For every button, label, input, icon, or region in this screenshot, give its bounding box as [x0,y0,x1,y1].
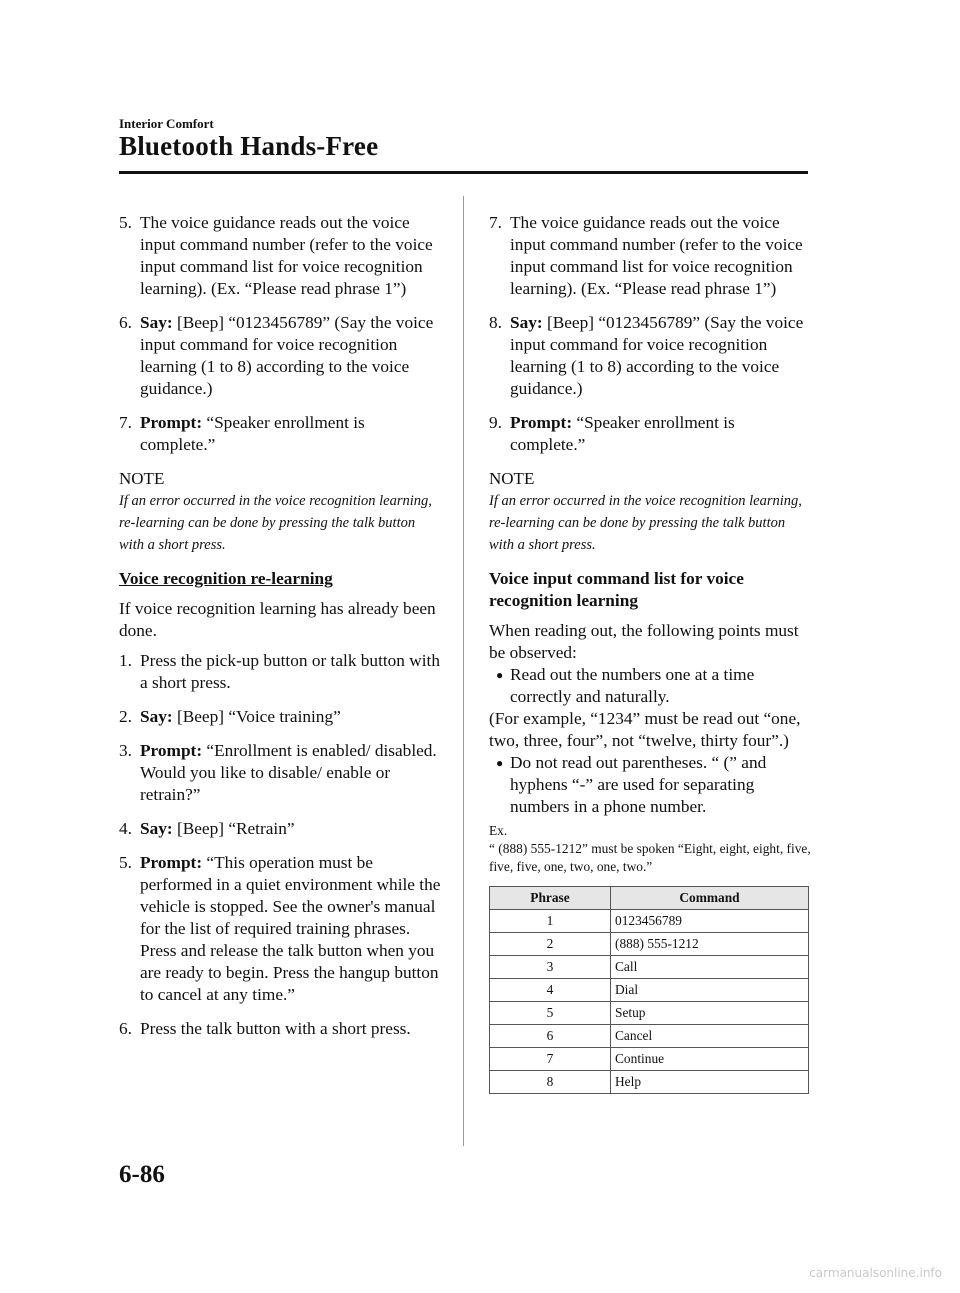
example-note [489,822,811,876]
step-item [489,412,811,456]
phrase-cell: 2 [490,933,611,956]
step-number: 8. [489,313,502,332]
step-item [119,312,441,400]
phrase-cell: 5 [490,1002,611,1025]
step-text: “Speaker enrollment is complete.” [140,413,365,454]
note-body: If an error occurred in the voice recognition learning, re-learning can be done by pressing the talk button with a short press. [119,493,432,553]
right-column [489,212,811,1094]
column-header: Command [611,887,809,910]
table-row [490,933,809,956]
step-text: [Beep] “Retrain” [172,819,295,838]
step-label: Prompt: [140,413,203,432]
intro-paragraph: When reading out, the following points must be observed: [489,621,799,662]
example-label: Ex. [489,823,508,838]
table-row [490,956,809,979]
table-header-row [490,887,809,910]
step-item [119,650,441,694]
step-number: 6. [119,313,132,332]
command-cell: (888) 555-1212 [611,933,809,956]
phrase-cell: 3 [490,956,611,979]
step-label: Say: [510,313,543,332]
command-cell: Dial [611,979,809,1002]
note-title: NOTE [119,469,165,488]
command-cell: Cancel [611,1025,809,1048]
step-item [119,818,441,840]
step-item [489,212,811,300]
step-number: 4. [119,819,132,838]
intro-paragraph: If voice recognition learning has already been done. [119,599,436,640]
command-cell: Continue [611,1048,809,1071]
example-text: “ (888) 555-1212” must be spoken “Eight, eight, eight, five, five, five, one, two, one, two.” [489,841,811,874]
table-row [490,1002,809,1025]
step-text: [Beep] “0123456789” (Say the voice input command for voice recognition learning (1 to 8) according to the voice guidance.) [140,313,434,398]
step-label: Prompt: [140,853,203,872]
command-table [489,886,809,1094]
section-heading: Voice input command list for voice recognition learning [489,569,744,610]
step-item [119,706,441,728]
step-number: 5. [119,213,132,232]
bullet-text: Do not read out parentheses. “ (” and hyphens “-” are used for separating numbers in a phone number. [510,753,767,816]
step-number: 1. [119,651,132,670]
bullet-item [489,752,811,818]
step-number: 3. [119,741,132,760]
page-number: 6-86 [119,1161,165,1188]
header-rule [119,171,808,174]
step-text: The voice guidance reads out the voice input command number (refer to the voice input command list for voice recognition learning). (Ex. “Please read phrase 1”) [510,213,803,298]
column-header: Phrase [490,887,611,910]
step-label: Say: [140,707,173,726]
command-cell: 0123456789 [611,910,809,933]
step-text: [Beep] “0123456789” (Say the voice input command for voice recognition learning (1 to 8) according to the voice guidance.) [510,313,804,398]
step-label: Prompt: [510,413,573,432]
step-text: The voice guidance reads out the voice input command number (refer to the voice input command list for voice recognition learning). (Ex. “Please read phrase 1”) [140,213,433,298]
command-cell: Help [611,1071,809,1094]
step-item [489,312,811,400]
command-cell: Setup [611,1002,809,1025]
watermark: carmanualsonline.info [809,1266,942,1280]
step-number: 5. [119,853,132,872]
table-row [490,910,809,933]
page-title: Bluetooth Hands-Free [119,131,379,161]
step-item [119,212,441,300]
step-text: Press the talk button with a short press. [140,1019,411,1038]
step-number: 9. [489,413,502,432]
section-heading: Voice recognition re-learning [119,569,333,588]
step-text: “Speaker enrollment is complete.” [510,413,735,454]
note-title: NOTE [489,469,535,488]
table-row [490,979,809,1002]
step-label: Say: [140,819,173,838]
bullet-text: Read out the numbers one at a time correctly and naturally. [510,665,755,706]
step-number: 6. [119,1019,132,1038]
column-divider [463,196,464,1146]
section-label: Interior Comfort [119,116,214,131]
step-text: Press the pick-up button or talk button with a short press. [140,651,440,692]
left-column [119,212,441,1052]
step-text: “This operation must be performed in a quiet environment while the vehicle is stopped. See the owner's manual for the list of required training phrases. Press and release the talk button when you are ready to begin. Press the hangup button to cancel at any time.” [140,853,441,1004]
step-number: 7. [119,413,132,432]
bullet-icon: ● [496,756,504,770]
phrase-cell: 1 [490,910,611,933]
note-body: If an error occurred in the voice recognition learning, re-learning can be done by pressing the talk button with a short press. [489,493,802,553]
step-label: Say: [140,313,173,332]
table-row [490,1071,809,1094]
step-item [119,852,441,1006]
phrase-cell: 6 [490,1025,611,1048]
command-cell: Call [611,956,809,979]
step-text: [Beep] “Voice training” [172,707,341,726]
phrase-cell: 7 [490,1048,611,1071]
step-item [119,1018,441,1040]
step-number: 2. [119,707,132,726]
step-text: “Enrollment is enabled/ disabled. Would you like to disable/ enable or retrain?” [140,741,437,804]
phrase-cell: 4 [490,979,611,1002]
table-row [490,1025,809,1048]
step-item [119,740,441,806]
step-item [119,412,441,456]
table-row [490,1048,809,1071]
bullet-icon: ● [496,668,504,682]
step-label: Prompt: [140,741,203,760]
phrase-cell: 8 [490,1071,611,1094]
bullet-item [489,664,811,708]
example-paragraph: (For example, “1234” must be read out “one, two, three, four”, not “twelve, thirty four”.) [489,709,801,750]
step-number: 7. [489,213,502,232]
